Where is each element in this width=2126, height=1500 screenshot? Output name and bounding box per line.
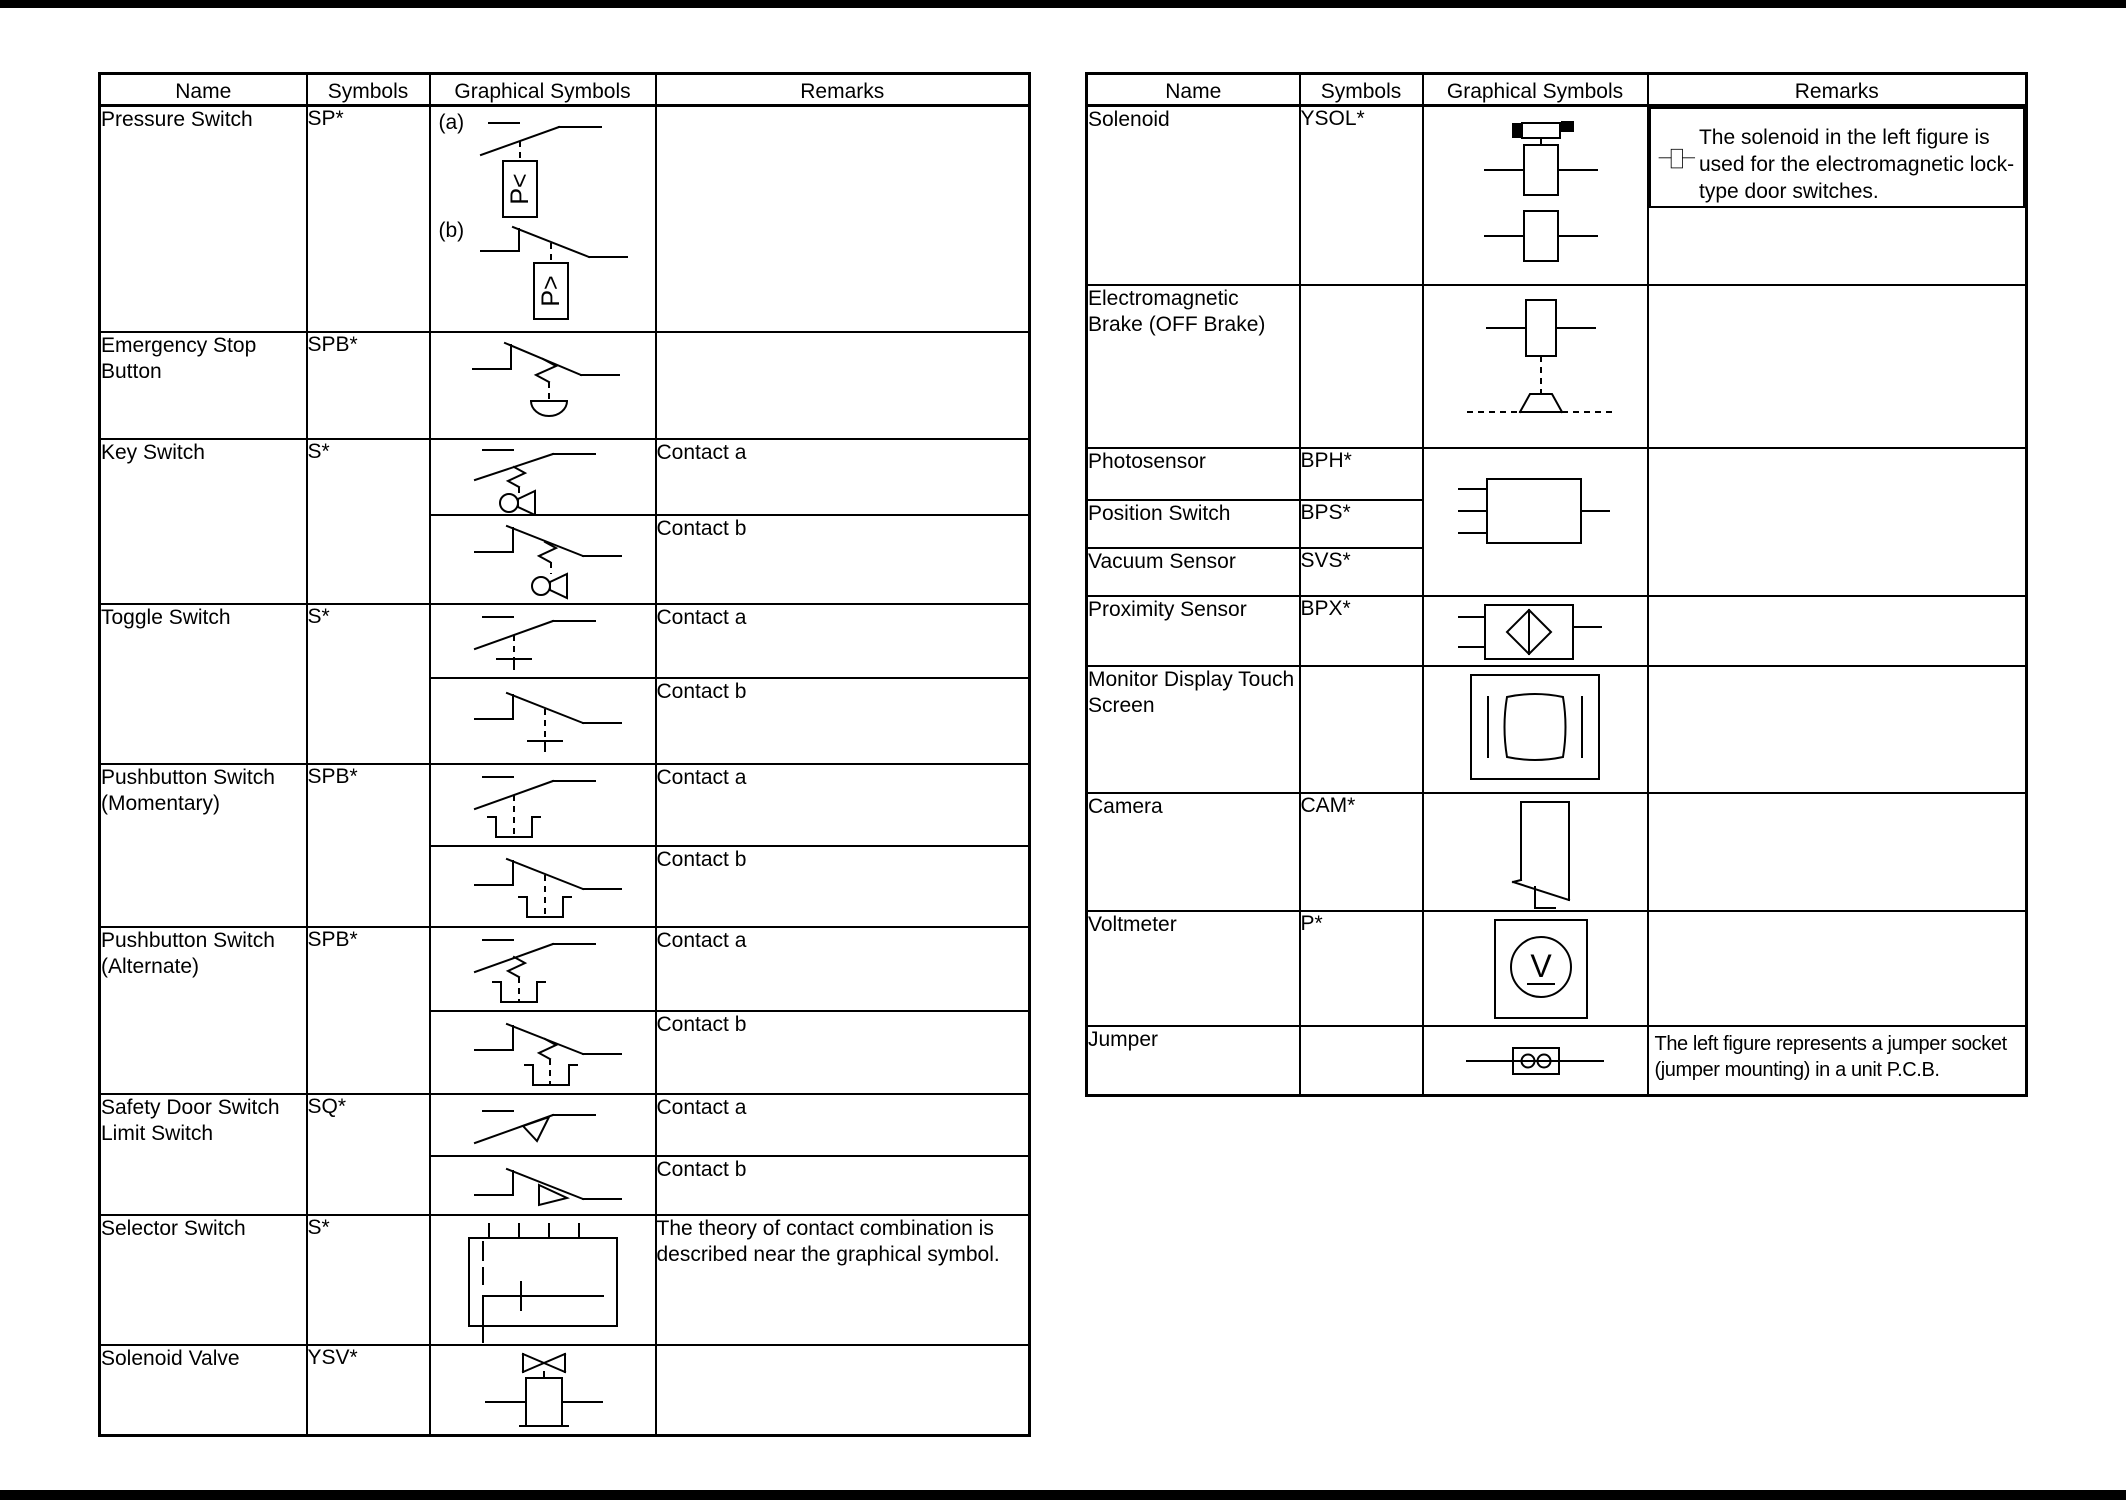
graphic-toggle-switch-b [430,678,656,764]
proximity-sensor-icon [1425,599,1645,665]
graphic-sensor-group [1423,448,1648,596]
variant-label-b: (b) [438,219,465,242]
graphic-pushbutton-momentary-a [430,764,656,846]
left-col-header-graphical: Graphical Symbols [430,74,656,106]
remarks-voltmeter [1648,911,2027,1026]
graphic-pushbutton-alternate-a [430,927,656,1011]
name-solenoid-valve: Solenoid Valve [100,1345,307,1436]
table-row-solenoid-valve [100,1345,1030,1436]
right-col-header-graphical: Graphical Symbols [1423,74,1648,106]
graphic-key-switch-b [430,515,656,604]
table-row-pushbutton-alternate-a [100,927,1030,1011]
symbol-key-switch: S* [307,439,430,604]
solenoid-valve-icon [431,1348,656,1434]
table-row-toggle-switch-a [100,604,1030,678]
remarks-em-brake [1648,285,2027,448]
graphic-voltmeter [1423,911,1648,1026]
graphic-monitor-display [1423,666,1648,793]
graphic-solenoid-valve [430,1345,656,1436]
graphic-safety-door-a [430,1094,656,1156]
remarks-emergency-stop [656,332,1030,439]
remarks-pushbutton-momentary-a: Contact a [656,764,1030,846]
graphic-toggle-switch-a [430,604,656,678]
table-row-pushbutton-momentary-a [100,764,1030,846]
table-row-selector-switch [100,1215,1030,1345]
table-row-jumper [1087,1026,2027,1096]
remarks-solenoid-text: The solenoid in the left figure is used for the electromagnetic lock-type door switches. [1698,126,2015,203]
graphic-pressure-switch [430,106,656,332]
toggle-switch-contact-a-icon [443,607,643,677]
safety-door-contact-b-icon [443,1161,643,1213]
symbol-position-switch: BPS* [1300,500,1423,548]
graphic-jumper [1423,1026,1648,1096]
left-symbol-table [98,72,1031,1437]
toggle-switch-contact-b-icon [443,683,643,763]
jumper-icon [1425,1033,1645,1089]
solenoid-icon [1425,111,1645,283]
emergency-stop-contact-icon [443,335,643,437]
remarks-monitor-display [1648,666,2027,793]
graphic-proximity-sensor [1423,596,1648,666]
symbol-solenoid: YSOL* [1300,106,1423,285]
right-symbol-table [1085,72,2028,1097]
remarks-key-switch-a: Contact a [656,439,1030,515]
table-row-voltmeter [1087,911,2027,1026]
em-brake-icon [1425,290,1645,446]
name-position-switch: Position Switch [1087,500,1300,548]
remarks-pressure-switch [656,106,1030,332]
right-col-header-remarks: Remarks [1648,74,2027,106]
symbol-pushbutton-momentary: SPB* [307,764,430,927]
graphic-camera [1423,793,1648,911]
name-camera: Camera [1087,793,1300,911]
left-col-header-symbols: Symbols [307,74,430,106]
symbol-safety-door-switch: SQ* [307,1094,430,1215]
symbol-pressure-switch: SP* [307,106,430,332]
key-switch-contact-a-icon [443,442,643,514]
name-pressure-switch: Pressure Switch [100,106,307,332]
right-col-header-name: Name [1087,74,1300,106]
key-switch-contact-b-icon [443,518,643,603]
symbol-camera: CAM* [1300,793,1423,911]
symbol-jumper [1300,1026,1423,1096]
name-vacuum-sensor: Vacuum Sensor [1087,548,1300,596]
left-col-header-remarks: Remarks [656,74,1030,106]
table-row-emergency-stop [100,332,1030,439]
remarks-toggle-switch-a: Contact a [656,604,1030,678]
remarks-solenoid [1649,107,2026,208]
pressure-switch-contact-b-icon [461,225,641,325]
symbol-pushbutton-alternate: SPB* [307,927,430,1094]
bottom-border-bar [0,1490,2126,1500]
remarks-camera [1648,793,2027,911]
symbol-proximity-sensor: BPX* [1300,596,1423,666]
graphic-em-brake [1423,285,1648,448]
symbol-solenoid-valve: YSV* [307,1345,430,1436]
graphic-emergency-stop [430,332,656,439]
name-pushbutton-alternate: Pushbutton Switch (Alternate) [100,927,307,1094]
pressure-box-a-label: P< [505,173,534,205]
table-row-em-brake [1087,285,2027,448]
graphic-solenoid [1423,106,1648,285]
name-toggle-switch: Toggle Switch [100,604,307,764]
name-monitor-display: Monitor Display Touch Screen [1087,666,1300,793]
table-row-monitor-display [1087,666,2027,793]
remarks-sensor-group [1648,448,2027,596]
table-row-safety-door-a [100,1094,1030,1156]
safety-door-contact-a-icon [443,1099,643,1154]
left-col-header-name: Name [100,74,307,106]
pressure-box-b-label: P> [536,275,565,307]
symbol-voltmeter: P* [1300,911,1423,1026]
table-row-key-switch-a [100,439,1030,515]
remarks-safety-door-a: Contact a [656,1094,1030,1156]
remarks-jumper: The left figure represents a jumper socket (jumper mounting) in a unit P.C.B. [1648,1026,2027,1096]
table-row-photosensor [1087,448,2027,500]
name-selector-switch: Selector Switch [100,1215,307,1345]
monitor-display-icon [1425,669,1645,791]
table-row-proximity-sensor [1087,596,2027,666]
name-photosensor: Photosensor [1087,448,1300,500]
graphic-key-switch-a [430,439,656,515]
pressure-switch-contact-a-icon [461,113,641,223]
top-border-bar [0,0,2126,8]
right-header-row [1087,74,2027,106]
graphic-safety-door-b [430,1156,656,1215]
symbol-toggle-switch: S* [307,604,430,764]
symbol-emergency-stop: SPB* [307,332,430,439]
symbol-selector-switch: S* [307,1215,430,1345]
variant-label-a: (a) [438,111,465,134]
name-safety-door-switch: Safety Door Switch Limit Switch [100,1094,307,1215]
voltmeter-letter: V [1530,947,1552,984]
sensor-block-icon [1425,455,1645,595]
pushbutton-momentary-contact-b-icon [443,849,643,925]
table-row-solenoid [1087,106,2027,285]
solenoid-remark-figure-icon [1655,123,1699,195]
remarks-pushbutton-alternate-a: Contact a [656,927,1030,1011]
graphic-pushbutton-alternate-b [430,1011,656,1094]
remarks-toggle-switch-b: Contact b [656,678,1030,764]
graphic-pushbutton-momentary-b [430,846,656,927]
camera-icon [1425,796,1645,910]
name-pushbutton-momentary: Pushbutton Switch (Momentary) [100,764,307,927]
name-proximity-sensor: Proximity Sensor [1087,596,1300,666]
remarks-proximity-sensor [1648,596,2027,666]
name-jumper: Jumper [1087,1026,1300,1096]
name-voltmeter: Voltmeter [1087,911,1300,1026]
name-emergency-stop: Emergency Stop Button [100,332,307,439]
symbol-em-brake [1300,285,1423,448]
remarks-pushbutton-alternate-b: Contact b [656,1011,1030,1094]
selector-switch-icon [431,1218,656,1344]
remarks-safety-door-b: Contact b [656,1156,1030,1215]
symbol-monitor-display [1300,666,1423,793]
remarks-pushbutton-momentary-b: Contact b [656,846,1030,927]
remarks-selector-switch: The theory of contact combination is described near the graphical symbol. [656,1215,1030,1345]
symbol-photosensor: BPH* [1300,448,1423,500]
voltmeter-icon [1425,914,1645,1024]
table-row-pressure-switch [100,106,1030,332]
remarks-key-switch-b: Contact b [656,515,1030,604]
left-header-row [100,74,1030,106]
symbol-vacuum-sensor: SVS* [1300,548,1423,596]
right-col-header-symbols: Symbols [1300,74,1423,106]
name-em-brake: Electromagnetic Brake (OFF Brake) [1087,285,1300,448]
graphic-selector-switch [430,1215,656,1345]
pushbutton-momentary-contact-a-icon [443,767,643,845]
name-solenoid: Solenoid [1087,106,1300,285]
remarks-solenoid-valve [656,1345,1030,1436]
pushbutton-alternate-contact-a-icon [443,930,643,1010]
pushbutton-alternate-contact-b-icon [443,1014,643,1093]
table-row-camera [1087,793,2027,911]
name-key-switch: Key Switch [100,439,307,604]
